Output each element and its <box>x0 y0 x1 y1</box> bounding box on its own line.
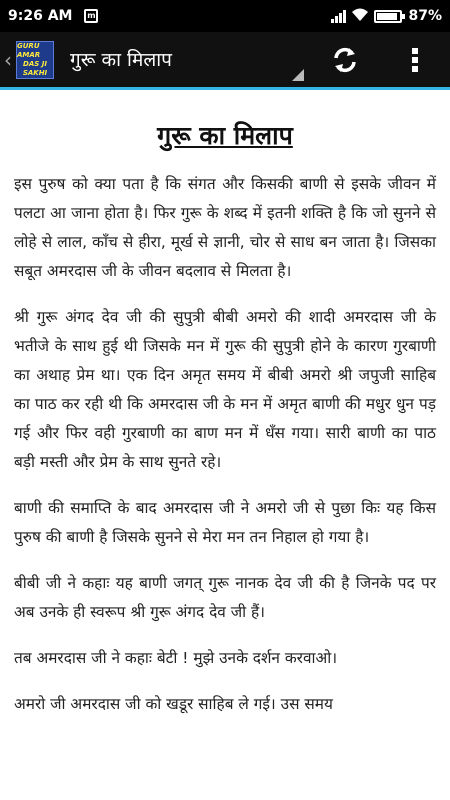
refresh-button[interactable] <box>310 31 380 89</box>
app-title-spinner[interactable] <box>70 31 310 89</box>
mi-icon: m <box>84 9 98 23</box>
article-paragraph: बीबी जी ने कहाः यह बाणी जगत् गुरू नानक देव जी की है जिनके पद पर अब उनके ही स्वरूप श्री गुरू अंगद देव जी हैं। <box>14 574 436 621</box>
signal-icon <box>331 9 346 23</box>
back-chevron-icon[interactable]: ‹ <box>4 47 12 72</box>
article-paragraph: श्री गुरू अंगद देव जी की सुपुत्री बीबी अमरो की शादी अमरदास जी के भतीजे के साथ हुई थी जिसके मन में गुरू की सुपुत्री होने के कारण गुरबाणी का अथाह प्रेम था। एक दिन अमृत समय में बीबी अमरो श्री जपुजी साहिब का पाठ कर रही थी कि अमरदास जी के मन में अमृत बाणी की मधुर धुन पड़ गई और फिर वही गुरबाणी का बाण मन में धँस गया। सारी बाणी का पाठ बड़ी मस्ती और प्रेम के साथ सुनते रहे। <box>14 308 436 471</box>
battery-percent: 87% <box>408 8 442 24</box>
app-logo[interactable]: GURU AMAR DAS JI SAKHI <box>16 41 54 79</box>
article-paragraph: इस पुरुष को क्या पता है कि संगत और किसकी बाणी से इसके जीवन में पलटा आ जाना होता है। फिर गुरू के शब्द में इतनी शक्ति है कि जो सुनने से लोहे से लाल, काँच से हीरा, मूर्ख से ज्ञानी, चोर से साध बन जाता है। जिसका सबूत अमरदास जी के जीवन बदलाव से मिलता है। <box>14 175 436 280</box>
battery-icon <box>374 10 402 23</box>
article-paragraph: अमरो जी अमरदास जी को खडूर साहिब ले गई। उस समय <box>14 695 333 713</box>
wifi-icon <box>352 8 368 25</box>
spinner-corner-icon <box>292 69 304 81</box>
article-content[interactable] <box>0 90 450 800</box>
overflow-menu-button[interactable] <box>380 31 450 89</box>
app-title: गुरू का मिलाप <box>70 48 172 71</box>
refresh-icon <box>330 45 360 75</box>
status-bar <box>0 0 450 32</box>
article-paragraph: तब अमरदास जी ने कहाः बेटी ! मुझे उनके दर्शन करवाओ। <box>14 649 338 667</box>
article-heading: गुरू का मिलाप <box>157 121 293 150</box>
app-bar <box>0 32 450 90</box>
overflow-menu-icon <box>411 47 419 73</box>
article-paragraph: बाणी की समाप्ति के बाद अमरदास जी ने अमरो जी से पुछा किः यह किस पुरुष की बाणी है जिसके सुनने से मेरा मन तन निहाल हो गया है। <box>14 499 436 546</box>
status-time: 9:26 AM <box>8 8 73 24</box>
